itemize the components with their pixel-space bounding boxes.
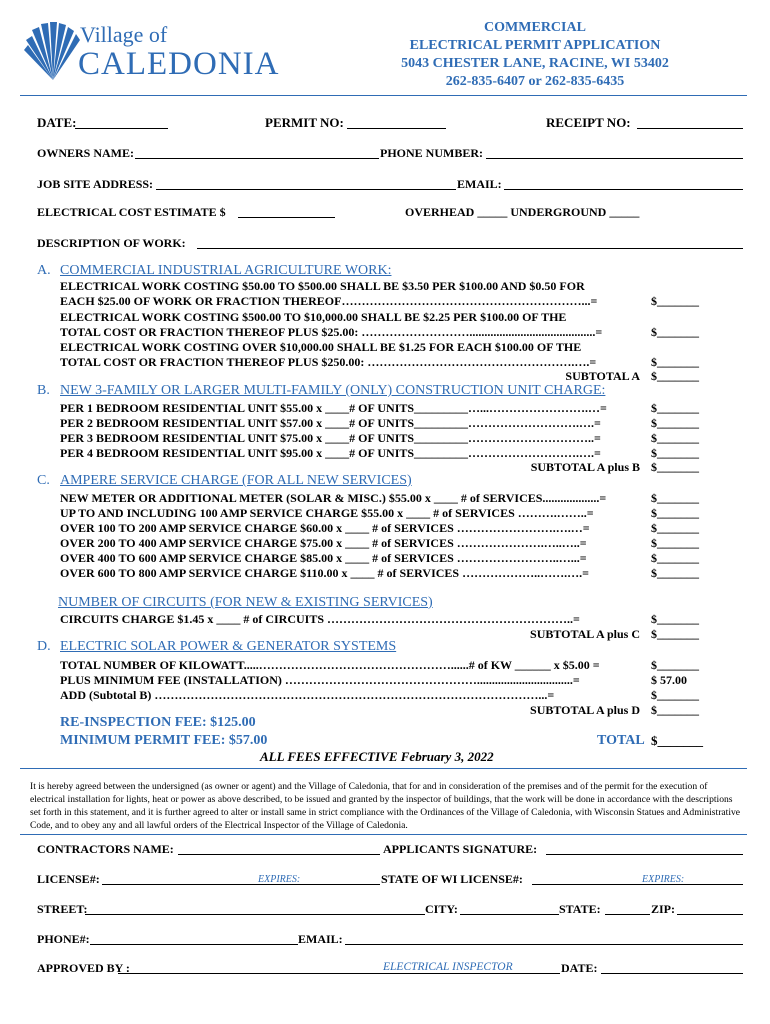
circuits-line-amount[interactable]: $_______: [651, 612, 699, 626]
palm-fan-icon: [22, 20, 84, 82]
phone-label: PHONE#:: [37, 932, 90, 946]
section-b-line-amount[interactable]: $_______: [651, 401, 699, 415]
permit-no-label: PERMIT NO:: [265, 115, 344, 130]
owners-name-label: OWNERS NAME:: [37, 146, 135, 160]
section-d-title: ELECTRIC SOLAR POWER & GENERATOR SYSTEMS: [60, 639, 397, 654]
header-title-1: COMMERCIAL: [484, 20, 586, 35]
section-c-line: OVER 400 TO 600 AMP SERVICE CHARGE $85.00 x ____ # of SERVICES ……………………..…...=: [60, 551, 587, 565]
owners-name-field[interactable]: [135, 158, 379, 159]
section-c-line: OVER 100 TO 200 AMP SERVICE CHARGE $60.00 x ____ # of SERVICES …………………….….…=: [60, 521, 590, 535]
section-b-line: PER 2 BEDROOM RESIDENTIAL UNIT $57.00 x ____# OF UNITS_________……………………….….=: [60, 416, 601, 430]
section-c-line-amount[interactable]: $_______: [651, 536, 699, 550]
section-c-line-amount[interactable]: $_______: [651, 566, 699, 580]
section-c-line: OVER 200 TO 400 AMP SERVICE CHARGE $75.00 x ____ # of SERVICES ………………….…..…..=: [60, 536, 587, 550]
section-d-line-amount[interactable]: $_______: [651, 658, 699, 672]
expires-label-1: EXPIRES:: [258, 874, 301, 885]
section-d-letter: D.: [37, 639, 51, 654]
section-d-line: TOTAL NUMBER OF KILOWATT.....…………………………………………......# of KW ______ x $5.00 =: [60, 658, 600, 672]
job-site-address-field[interactable]: [156, 189, 456, 190]
section-c-letter: C.: [37, 473, 50, 488]
header-title-2: ELECTRICAL PERMIT APPLICATION: [409, 38, 661, 53]
section-c-line: OVER 600 TO 800 AMP SERVICE CHARGE $110.00 x ____ # of SERVICES ………………..…….….=: [60, 566, 589, 580]
section-b-line-amount[interactable]: $_______: [651, 446, 699, 460]
receipt-no-field[interactable]: [637, 128, 743, 129]
permit-no-field[interactable]: [347, 128, 446, 129]
section-d-subtotal: SUBTOTAL A plus D: [530, 703, 640, 717]
contractors-name-label: CONTRACTORS NAME:: [37, 842, 174, 856]
state-label: STATE:: [559, 902, 601, 916]
circuits-subtotal-amount[interactable]: $_______: [651, 627, 699, 641]
approval-date-field[interactable]: [601, 973, 743, 974]
agreement-rule: [20, 834, 747, 835]
fees-rule: [20, 768, 747, 769]
zip-field[interactable]: [677, 914, 743, 915]
phone-number-label: PHONE NUMBER:: [380, 146, 483, 160]
section-d-line-amount[interactable]: $ 57.00: [651, 673, 687, 687]
license-field[interactable]: [102, 884, 380, 885]
state-license-label: STATE OF WI LICENSE#:: [381, 872, 523, 886]
section-a-letter: A.: [37, 263, 51, 278]
city-field[interactable]: [460, 914, 559, 915]
date-field[interactable]: [75, 128, 168, 129]
section-a-line-amount[interactable]: $_______: [651, 355, 699, 369]
section-d-line-amount[interactable]: $_______: [651, 688, 699, 702]
section-b-title: NEW 3-FAMILY OR LARGER MULTI-FAMILY (ONLY) CONSTRUCTION UNIT CHARGE:: [60, 383, 606, 398]
section-a-line: ELECTRICAL WORK COSTING $500.00 TO $10,000.00 SHALL BE $2.25 PER $100.00 OF THE: [60, 310, 567, 324]
city-label: CITY:: [425, 902, 458, 916]
header-address: 5043 CHESTER LANE, RACINE, WI 53402: [401, 56, 669, 71]
section-a-line-amount[interactable]: $_______: [651, 325, 699, 339]
section-c-line: UP TO AND INCLUDING 100 AMP SERVICE CHARGE $55.00 x ____ # of SERVICES ……….……..=: [60, 506, 594, 520]
section-d-line: PLUS MINIMUM FEE (INSTALLATION) …………………………………………................................=: [60, 673, 580, 687]
section-c-line-amount[interactable]: $_______: [651, 551, 699, 565]
section-c-line-amount[interactable]: $_______: [651, 521, 699, 535]
section-b-subtotal-amount[interactable]: $_______: [651, 460, 699, 474]
total-value[interactable]: $_______: [651, 733, 703, 748]
phone-number-field[interactable]: [486, 158, 743, 159]
job-site-address-label: JOB SITE ADDRESS:: [37, 177, 154, 191]
electrical-inspector-label: ELECTRICAL INSPECTOR: [383, 961, 513, 973]
section-c-line-amount[interactable]: $_______: [651, 491, 699, 505]
reinspection-fee: RE-INSPECTION FEE: $125.00: [60, 715, 256, 730]
village-logo: [20, 18, 305, 88]
logo-line2: CALEDONIA: [78, 46, 280, 82]
state-license-field[interactable]: [532, 884, 743, 885]
section-a-line: ELECTRICAL WORK COSTING OVER $10,000.00 SHALL BE $1.25 FOR EACH $100.00 OF THE: [60, 340, 582, 354]
agreement-paragraph: It is hereby agreed between the undersigned (as owner or agent) and the Village of Caledonia, that for and in consideration of the premises and of the permit for the execution of electrical installation for lights, heat or power as above described, to be issued and granted by the inspector of buildings, that the work will be done in accordance with the descriptions set forth in this statement, and it is further agreed to alter or install same in strict compliance with the Ordinances of the Village of Caledonia, with Wisconsin Statues and Administrative Code, and to obey any and all lawful orders of the Electrical Inspector of the Village of Caledonia.: [30, 781, 741, 831]
total-label: TOTAL: [597, 733, 645, 748]
circuits-subtotal: SUBTOTAL A plus C: [530, 627, 640, 641]
section-a-line-amount[interactable]: $_______: [651, 294, 699, 308]
section-b-line: PER 4 BEDROOM RESIDENTIAL UNIT $95.00 x ____# OF UNITS_________……………………….….=: [60, 446, 601, 460]
logo-line1: Village of: [80, 22, 168, 47]
section-a-title: COMMERCIAL INDUSTRIAL AGRICULTURE WORK:: [60, 263, 392, 278]
approved-by-field[interactable]: [118, 973, 560, 974]
cost-estimate-label: ELECTRICAL COST ESTIMATE $: [37, 205, 226, 219]
section-c-title: AMPERE SERVICE CHARGE (FOR ALL NEW SERVICES): [60, 473, 412, 488]
section-a-subtotal-amount[interactable]: $_______: [651, 369, 699, 383]
applicants-signature-label: APPLICANTS SIGNATURE:: [383, 842, 538, 856]
street-label: STREET:: [37, 902, 88, 916]
phone-field[interactable]: [90, 944, 298, 945]
section-b-letter: B.: [37, 383, 50, 398]
section-d-subtotal-amount[interactable]: $_______: [651, 703, 699, 717]
date-label: DATE:: [37, 115, 77, 130]
section-c-line-amount[interactable]: $_______: [651, 506, 699, 520]
section-d-line: ADD (Subtotal B) ……………………………………………………………………………………...=: [60, 688, 555, 702]
receipt-no-label: RECEIPT NO:: [546, 115, 631, 130]
header-phone: 262-835-6407 or 262-835-6435: [445, 74, 625, 89]
section-b-line-amount[interactable]: $_______: [651, 431, 699, 445]
section-a-line: TOTAL COST OR FRACTION THEREOF PLUS $250.00: …………………………………………….….=: [60, 355, 597, 369]
street-field[interactable]: [85, 914, 425, 915]
overhead-underground: OVERHEAD _____ UNDERGROUND _____: [405, 205, 640, 219]
bottom-email-field[interactable]: [345, 944, 743, 945]
section-a-line: TOTAL COST OR FRACTION THEREOF PLUS $25.00: ………………………..........................................=: [60, 325, 603, 339]
license-label: LICENSE#:: [37, 872, 100, 886]
section-a-line: ELECTRICAL WORK COSTING $50.00 TO $500.00 SHALL BE $3.50 PER $100.00 AND $0.50 FOR: [60, 279, 585, 293]
description-label: DESCRIPTION OF WORK:: [37, 236, 186, 250]
approved-by-label: APPROVED BY :: [37, 961, 130, 975]
fees-effective: ALL FEES EFFECTIVE February 3, 2022: [260, 749, 494, 764]
section-b-subtotal: SUBTOTAL A plus B: [530, 460, 640, 474]
section-b-line-amount[interactable]: $_______: [651, 416, 699, 430]
section-b-line: PER 3 BEDROOM RESIDENTIAL UNIT $75.00 x ____# OF UNITS_________…………………………..=: [60, 431, 601, 445]
circuits-title: NUMBER OF CIRCUITS (FOR NEW & EXISTING SERVICES): [58, 595, 433, 610]
zip-label: ZIP:: [651, 902, 675, 916]
section-c-line: NEW METER OR ADDITIONAL METER (SOLAR & MISC.) $55.00 x ____ # of SERVICES...................=: [60, 491, 607, 505]
section-b-line: PER 1 BEDROOM RESIDENTIAL UNIT $55.00 x ____# OF UNITS_________…...…………………….…=: [60, 401, 607, 415]
bottom-email-label: EMAIL:: [298, 932, 343, 946]
description-field[interactable]: [197, 248, 743, 249]
contractors-name-field[interactable]: [178, 854, 380, 855]
email-field[interactable]: [504, 189, 743, 190]
approval-date-label: DATE:: [561, 961, 598, 975]
cost-estimate-field[interactable]: [238, 217, 335, 218]
minimum-permit-fee: MINIMUM PERMIT FEE: $57.00: [60, 733, 268, 748]
section-a-subtotal: SUBTOTAL A: [565, 369, 640, 383]
header-rule: [20, 95, 747, 96]
expires-label-2: EXPIRES:: [642, 874, 685, 885]
circuits-line: CIRCUITS CHARGE $1.45 x ____ # of CIRCUITS ……………………………………………………..=: [60, 612, 580, 626]
applicants-signature-field[interactable]: [546, 854, 743, 855]
section-a-line: EACH $25.00 OF WORK OR FRACTION THEREOF……………………………………………………...=: [60, 294, 598, 308]
state-field[interactable]: [605, 914, 650, 915]
email-label: EMAIL:: [457, 177, 502, 191]
